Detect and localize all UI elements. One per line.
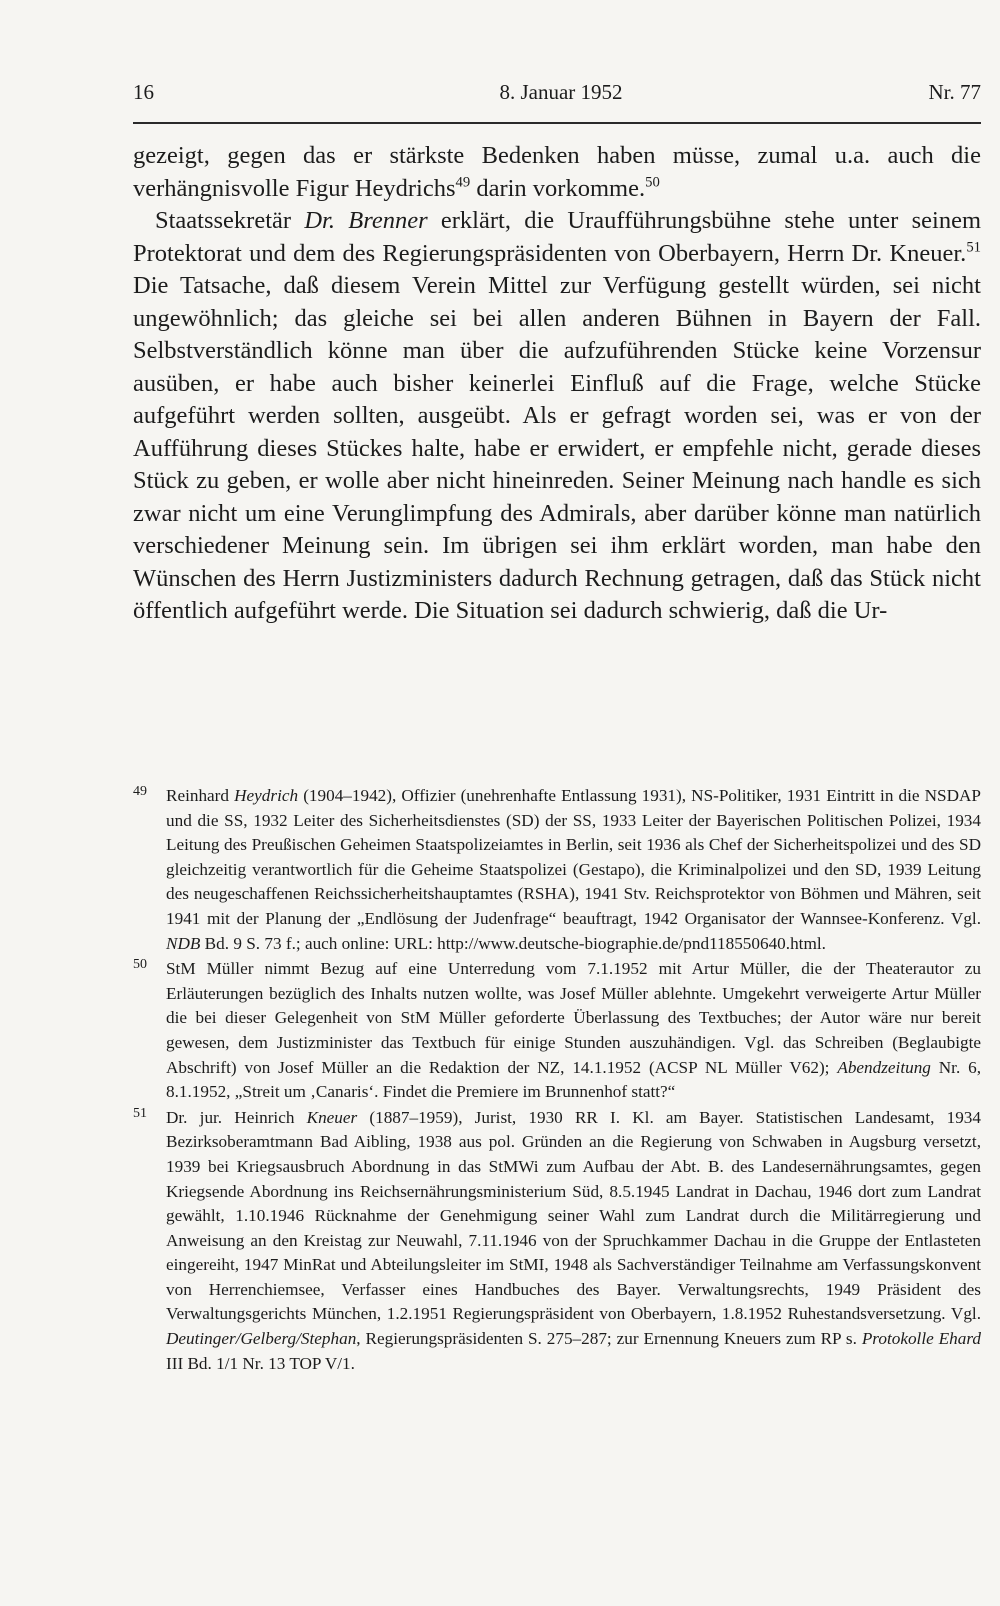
footnote-number: 50 <box>133 957 147 973</box>
name-italic: Kneuer <box>306 1107 358 1127</box>
source-italic: NDB <box>166 933 201 953</box>
page-number: 16 <box>133 80 154 104</box>
text: StM Müller nimmt Bezug auf eine Unterredung vom 7.1.1952 mit Artur Müller, die der Theaterautor zu Erläuterungen bezüglich des Inhalts nutzen wollte, was Josef Müller ablehnte. Umgekehrt verweigerte Artur Müller die bei dieser Gelegenheit von StM Müller geforderte Überlassung des Textbuches; der Autor wäre nur bereit gewesen, dem Justizminister das Textbuch für einige Stunden auszuhändigen. Vgl. das Schreiben (Beglaubigte Abschrift) von Josef Müller an die Redaktion der NZ, 14.1.1952 (ACSP NL Müller V62); <box>166 959 981 1077</box>
header-date: 8. Januar 1952 <box>499 80 623 104</box>
text: (1887–1959), Jurist, 1930 RR I. Kl. am Bayer. Statistischen Landesamt, 1934 Bezirksoberamtmann Bad Aibling, 1938 aus pol. Gründen an die Regierung von Schwaben in Augsburg versetzt, 1939 bei Kriegsausbruch Abordnung in das StMWi zum Aufbau der Abt. B. des Landesernährungsamtes, gegen Kriegsende Abordnung ins Reichsernährungsministerium Süd, 8.5.1945 Landrat in Dachau, 1946 dort zum Landrat gewählt, 1.10.1946 Rücknahme der Genehmigung seiner Wahl zum Landrat durch die Militärregierung und Anweisung an den Kreistag zur Neuwahl, 7.11.1946 von der Spruchkammer Dachau in die Gruppe der Entlasteten eingereiht, 1947 MinRat und Abteilungsleiter im StMI, 1948 als Sachverständiger Teilnahme am Verfassungskonvent von Herrenchiemsee, Verfasser eines Handbuches des Bayer. Verwaltungsrechts, 1949 Präsident des Verwaltungsgerichts München, 1.2.1951 Regierungspräsident von Oberbayern, 1.8.1952 Ruhestandsversetzung. Vgl. <box>166 1107 981 1324</box>
text: Bd. 9 S. 73 f.; auch online: URL: http://www.deutsche-biographie.de/pnd118550640.html. <box>200 933 826 953</box>
text: Staatssekretär <box>155 207 305 234</box>
text: gezeigt, gegen das er stärkste Bedenken haben müsse, zumal u.a. auch die verhängnisvolle Figur Heydrichs <box>133 142 981 202</box>
footnote-ref-51[interactable]: 51 <box>966 238 981 255</box>
text: Die Tatsache, daß diesem Verein Mittel zur Verfügung gestellt würden, sei nicht ungewöhnlich; das gleiche sei bei allen anderen Bühnen in Bayern der Fall. Selbstverständlich könne man über die aufzuführenden Stücke keine Vorzensur ausüben, er habe auch bisher keinerlei Einfluß auf die Frage, welche Stücke aufgeführt werden sollten, ausgeübt. Als er gefragt worden sei, was er von der Aufführung dieses Stückes halte, habe er erwidert, er empfehle nicht, gerade dieses Stück zu geben, er wolle aber nicht hineinreden. Seiner Meinung nach handle es sich zwar nicht um eine Verunglimpfung des Admirals, aber darüber könne man natürlich verschiedener Meinung sein. Im übrigen sei ihm erklärt worden, man habe den Wünschen des Herrn Justizministers dadurch Rechnung getragen, daß das Stück nicht öffentlich aufgeführt werde. Die Situation sei dadurch schwierig, daß die Ur- <box>133 272 981 624</box>
header-rule <box>133 122 981 124</box>
text: III Bd. 1/1 Nr. 13 TOP V/1. <box>166 1353 355 1373</box>
text: Dr. jur. Heinrich <box>166 1107 307 1127</box>
text: Nr. 6, 8.1.1952, „Streit um ‚Canaris‘. Findet die Premiere im Brunnenhof statt?“ <box>166 1057 981 1102</box>
name-italic: Heydrich <box>234 786 299 805</box>
paragraph-2 <box>133 205 981 628</box>
source-italic: Abendzeitung <box>837 1057 931 1077</box>
footnote-49 <box>133 784 981 956</box>
footnote-ref-50[interactable]: 50 <box>645 173 660 190</box>
text: (1904–1942), Offizier (unehrenhafte Entlassung 1931), NS-Politiker, 1931 Eintritt in die NSDAP und die SS, 1932 Leiter des Sicherheitsdienstes (SD) der SS, 1933 Leiter der Bayerischen Politischen Polizei, 1934 Leitung des Preußischen Geheimen Staatspolizeiamtes in Berlin, seit 1936 als Chef der Sicherheitspolizei und des SD gleichzeitig verantwortlich für die Geheime Staatspolizei (Gestapo), die Kriminalpolizei und den SD, 1939 Leitung des neugeschaffenen Reichssicherheitshauptamtes (RSHA), 1941 Stv. Reichsprotektor von Böhmen und Mähren, seit 1941 mit der Planung der „Endlösung der Judenfrage“ beauftragt, 1942 Organisator der Wannsee-Konferenz. Vgl. <box>166 786 981 928</box>
main-text <box>133 140 981 628</box>
issue-number: Nr. 77 <box>928 80 981 104</box>
source-italic: Protokolle Ehard <box>861 1329 981 1349</box>
footnote-51 <box>133 1106 981 1377</box>
source-italic: Deutinger/Gelberg/Stephan <box>166 1329 357 1349</box>
text: Reinhard <box>166 786 235 805</box>
text: , Regierungspräsidenten S. 275–287; zur Ernennung Kneuers zum RP s. <box>356 1329 862 1349</box>
footnotes <box>133 784 981 1377</box>
footnote-number: 49 <box>133 784 147 799</box>
text: darin vorkomme. <box>470 174 646 202</box>
name-italic: Dr. Brenner <box>304 207 428 234</box>
text: erklärt, die Uraufführungsbühne stehe unter seinem Protektorat und dem des Regierungspräsidenten von Oberbayern, Herrn Dr. Kneuer. <box>133 207 981 267</box>
paragraph-1 <box>133 140 981 205</box>
footnote-ref-49[interactable]: 49 <box>455 173 471 190</box>
footnote-number: 51 <box>133 1105 147 1121</box>
running-header <box>133 80 981 112</box>
footnote-50 <box>133 957 981 1105</box>
